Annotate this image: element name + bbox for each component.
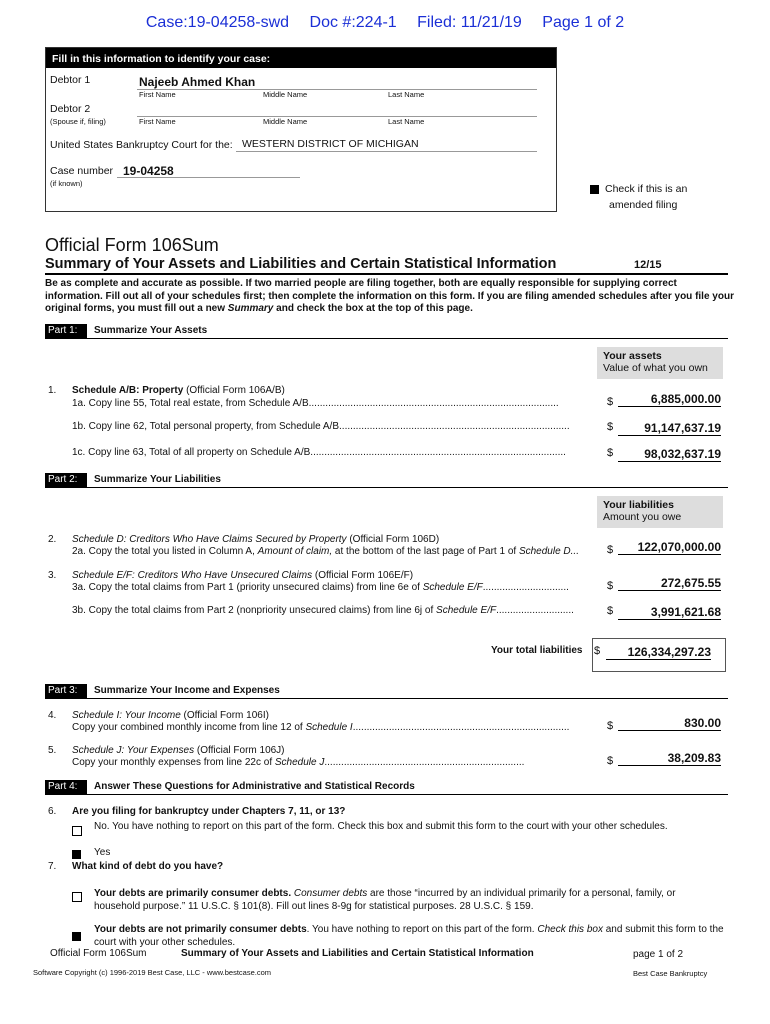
line-5-dots: ........................................................................	[324, 757, 525, 768]
title-rule	[45, 273, 728, 275]
part3-tag: Part 3:	[45, 684, 87, 698]
part4-tag: Part 4:	[45, 780, 87, 794]
page-number-header: Page 1 of 2	[542, 14, 625, 31]
form-intro	[45, 278, 735, 316]
q7-consumer-rest: are those “incurred by an individual primarily for a personal, family, or household purpose.” 11 U.S.C. § 101(8). Fill out lines 8-9g for statistical purposes. 28 U.S.C. § 159.	[94, 888, 676, 912]
form-title: Official Form 106Sum	[45, 235, 219, 255]
item3-number: 3.	[48, 570, 57, 581]
amount-4[interactable]: 830.00	[618, 716, 721, 731]
line-3a-dots: ...............................	[482, 582, 569, 593]
line-3b-dots: ............................	[496, 605, 574, 616]
amount-5[interactable]: 38,209.83	[618, 751, 721, 766]
question6-number: 6.	[48, 806, 57, 817]
debtor1-last-label: Last Name	[388, 90, 425, 99]
liabilities-column-header	[597, 496, 723, 528]
q7-nonconsumer-checkbox[interactable]	[72, 928, 81, 946]
amount-1b[interactable]: 91,147,637.19	[618, 421, 721, 436]
amended-line1: Check if this is an	[605, 183, 688, 195]
dollar-3a: $	[607, 580, 614, 592]
q6-no-checkbox[interactable]	[72, 822, 82, 840]
line-3a-a: 3a. Copy the total claims from Part 1 (priority unsecured claims) from line 6e of	[72, 582, 423, 593]
line-4-a: Copy your combined monthly income from line 12 of	[72, 722, 306, 733]
case-number-value[interactable]: 19-04258	[123, 164, 174, 178]
footer-copyright: Software Copyright (c) 1996-2019 Best Case, LLC - www.bestcase.com	[33, 968, 272, 977]
court-label: United States Bankruptcy Court for the:	[50, 139, 233, 151]
liabilities-col-title: Your liabilities	[603, 499, 674, 511]
liabilities-col-sub: Amount you owe	[603, 511, 682, 523]
part1-tag: Part 1:	[45, 324, 87, 338]
q6-yes-text: Yes	[94, 847, 111, 858]
court-line	[236, 151, 537, 152]
line-5-em: Schedule J	[274, 757, 325, 768]
assets-column-header	[597, 347, 723, 379]
debtor2-note: (Spouse if, filing)	[50, 117, 106, 126]
footer-page: page 1 of 2	[633, 949, 684, 960]
dollar-5: $	[607, 755, 614, 767]
item4-title-rest: (Official Form 106I)	[180, 710, 269, 721]
debtor1-first-label: First Name	[139, 90, 176, 99]
item2-number: 2.	[48, 534, 57, 545]
part2-tag: Part 2:	[45, 473, 87, 487]
question6-text: Are you filing for bankruptcy under Chapters 7, 11, or 13?	[72, 806, 346, 817]
item5-title-rest: (Official Form 106J)	[194, 745, 285, 756]
line-5-a: Copy your monthly expenses from line 22c of	[72, 757, 275, 768]
q6-no-box-icon	[72, 826, 82, 836]
dollar-1a: $	[607, 396, 614, 408]
dollar-1b: $	[607, 421, 614, 433]
item4-number: 4.	[48, 710, 57, 721]
intro-summary: Summary	[227, 303, 274, 314]
q7-nonconsumer-box-icon	[72, 932, 81, 941]
amended-checkbox[interactable]	[590, 185, 599, 194]
if-known-note: (if known)	[50, 179, 83, 188]
amount-1a[interactable]: 6,885,000.00	[618, 392, 721, 407]
line-2a-a: 2a. Copy the total you listed in Column A,	[72, 546, 258, 557]
debtor2-line[interactable]	[137, 116, 537, 117]
q7-nonconsumer-italic: Check this box	[537, 924, 603, 935]
q6-no-text: No. You have nothing to report on this part of the form. Check this box and submit this form to the court with your other schedules.	[94, 821, 668, 832]
q7-consumer-checkbox[interactable]	[72, 888, 82, 906]
item5-number: 5.	[48, 745, 57, 756]
item2-title	[72, 534, 439, 547]
part2-title: Summarize Your Liabilities	[94, 474, 221, 485]
amount-2a[interactable]: 122,070,000.00	[618, 540, 721, 555]
item3-title-italic: Schedule E/F: Creditors Who Have Unsecured Claims	[72, 570, 313, 581]
dollar-4: $	[607, 720, 614, 732]
line-3b-em: Schedule E/F	[436, 605, 497, 616]
case-number-header: Case:19-04258-swd	[145, 14, 290, 31]
q6-yes-box-icon	[72, 850, 81, 859]
dollar-total: $	[594, 645, 601, 657]
filed-date-header: Filed: 11/21/19	[417, 14, 522, 31]
item1-number: 1.	[48, 385, 57, 396]
line-4-dots: ..............................................................................	[352, 722, 570, 733]
case-header	[0, 14, 770, 32]
line-2a	[72, 546, 582, 559]
idbox-heading: Fill in this information to identify your case:	[46, 48, 556, 68]
case-number-line	[117, 177, 300, 178]
assets-col-sub: Value of what you own	[603, 362, 708, 374]
line-2a-em2: Schedule D...	[518, 546, 579, 557]
line-1a: 1a. Copy line 55, Total real estate, from Schedule A/B..........................................................................................	[72, 398, 559, 409]
item4-title-italic: Schedule I: Your Income	[72, 710, 181, 721]
dollar-2a: $	[607, 544, 614, 556]
line-5	[72, 757, 532, 770]
line-3a-em: Schedule E/F	[422, 582, 483, 593]
part4-title: Answer These Questions for Administrative and Statistical Records	[94, 781, 415, 792]
dollar-1c: $	[607, 447, 614, 459]
debtor1-label: Debtor 1	[50, 74, 91, 86]
item4-title	[72, 710, 269, 723]
item3-title-rest: (Official Form 106E/F)	[312, 570, 414, 581]
debtor2-label: Debtor 2	[50, 103, 91, 115]
item1-title	[72, 385, 285, 398]
part3-title: Summarize Your Income and Expenses	[94, 685, 280, 696]
part1-title: Summarize Your Assets	[94, 325, 208, 336]
line-3b-a: 3b. Copy the total claims from Part 2 (nonpriority unsecured claims) from line 6j of	[72, 605, 437, 616]
case-identification-box	[45, 47, 557, 212]
item1-title-bold: Schedule A/B: Property	[72, 385, 184, 396]
line-1b: 1b. Copy line 62, Total personal property, from Schedule A/B...................................................................................	[72, 421, 570, 432]
item2-title-rest: (Official Form 106D)	[346, 534, 440, 545]
part3-bar	[45, 684, 728, 699]
line-4	[72, 722, 577, 735]
item5-title-italic: Schedule J: Your Expenses	[72, 745, 195, 756]
item1-title-rest: (Official Form 106A/B)	[183, 385, 285, 396]
line-2a-b: at the bottom of the last page of Part 1 of	[332, 546, 519, 557]
assets-col-title: Your assets	[603, 350, 662, 362]
amount-1c[interactable]: 98,032,637.19	[618, 447, 721, 462]
line-3b	[72, 605, 582, 618]
form-date: 12/15	[634, 259, 662, 271]
dollar-3b: $	[607, 605, 614, 617]
question7-number: 7.	[48, 861, 57, 872]
footer-title: Summary of Your Assets and Liabilities and Certain Statistical Information	[181, 948, 534, 959]
q7-consumer-box-icon	[72, 892, 82, 902]
debtor2-last-label: Last Name	[388, 117, 425, 126]
q7-nonconsumer-rest: . You have nothing to report on this part of the form.	[306, 924, 538, 935]
q7-consumer-bold: Your debts are primarily consumer debts.	[94, 888, 292, 899]
footer-vendor: Best Case Bankruptcy	[633, 969, 708, 978]
item2-title-italic: Schedule D: Creditors Who Have Claims Secured by Property	[72, 534, 347, 545]
part1-bar	[45, 324, 728, 339]
item3-title	[72, 570, 413, 583]
q7-nonconsumer-bold: Your debts are not primarily consumer debts	[94, 924, 307, 935]
line-3a	[72, 582, 582, 595]
line-2a-em: Amount of claim,	[257, 546, 333, 557]
debtor1-middle-label: Middle Name	[263, 90, 308, 99]
amended-filing-check	[590, 181, 687, 213]
intro-text-b: and check the box at the top of this page.	[273, 303, 473, 314]
total-liabilities-amount[interactable]: 126,334,297.23	[606, 645, 711, 660]
court-value[interactable]: WESTERN DISTRICT OF MICHIGAN	[242, 138, 419, 150]
q7-consumer-text	[94, 888, 704, 913]
doc-number-header: Doc #:224-1	[309, 14, 397, 31]
part4-bar	[45, 780, 728, 795]
debtor1-line	[137, 89, 537, 90]
debtor1-name[interactable]: Najeeb Ahmed Khan	[139, 75, 256, 89]
amended-line2: amended filing	[609, 199, 678, 211]
debtor2-first-label: First Name	[139, 117, 176, 126]
total-liabilities-label: Your total liabilities	[491, 645, 583, 656]
item5-title	[72, 745, 285, 758]
q7-nonconsumer-text	[94, 924, 734, 949]
line-1c: 1c. Copy line 63, Total of all property on Schedule A/B............................................................................................	[72, 447, 566, 458]
amount-3b[interactable]: 3,991,621.68	[618, 605, 721, 620]
form-subtitle: Summary of Your Assets and Liabilities and Certain Statistical Information	[45, 256, 557, 272]
footer-form: Official Form 106Sum	[50, 948, 147, 959]
intro-text-a: Be as complete and accurate as possible. If two married people are filing together, both are equally responsible for supplying correct information. Fill out all of your schedules first; then complete the information on this form. If you are filing amended schedules after you file your original forms, you must fill out a new	[45, 278, 734, 314]
q7-nonconsumer-rest2: and submit this form to the court with your other schedules.	[94, 924, 724, 948]
q7-consumer-italic: Consumer debts	[291, 888, 368, 899]
part2-bar	[45, 473, 728, 488]
debtor2-middle-label: Middle Name	[263, 117, 308, 126]
question7-text: What kind of debt do you have?	[72, 861, 224, 872]
case-number-label: Case number	[50, 165, 114, 177]
amount-3a[interactable]: 272,675.55	[618, 576, 721, 591]
line-4-em: Schedule I	[305, 722, 353, 733]
